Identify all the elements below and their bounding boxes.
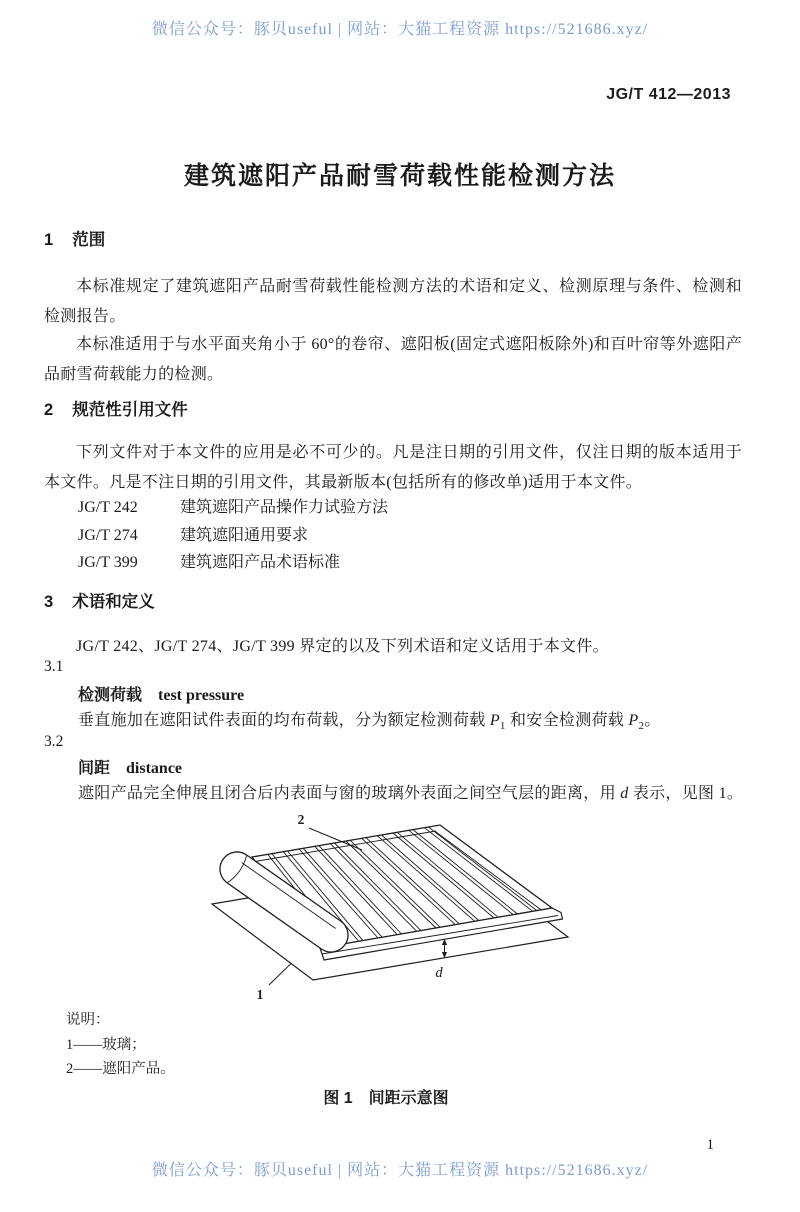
term-cn: 间距 bbox=[78, 760, 111, 777]
figure-label-2: 2 bbox=[297, 812, 305, 827]
dimension-d bbox=[435, 939, 447, 981]
definition-text: 和安全检测荷载 bbox=[505, 712, 629, 729]
page-number: 1 bbox=[706, 1137, 714, 1153]
definition-text: 遮阳产品完全伸展且闭合后内表面与窗的玻璃外表面之间空气层的距离，用 bbox=[78, 785, 621, 802]
shading-product bbox=[220, 825, 563, 960]
section-2-number: 2 bbox=[44, 401, 54, 419]
watermark-bottom: 微信公众号：豚贝useful | 网站：大猫工程资源 https://521686.xyz/ bbox=[151, 1162, 649, 1179]
reference-title: 建筑遮阳通用要求 bbox=[180, 526, 309, 544]
symbol-p1: P bbox=[489, 712, 500, 729]
symbol-d: d bbox=[620, 785, 629, 802]
definition-test-pressure bbox=[78, 707, 746, 732]
section-3-paragraph-1: JG/T 242、JG/T 274、JG/T 399 界定的以及下列术语和定义话用于本文件。 bbox=[76, 638, 609, 655]
figure-1-diagram bbox=[185, 798, 655, 1010]
figure-caption bbox=[0, 1085, 772, 1108]
legend-item-product: 2——遮阳产品。 bbox=[66, 1061, 175, 1077]
page-title: 建筑遮阳产品耐雪荷载性能检测方法 bbox=[183, 162, 616, 190]
figure-legend bbox=[66, 1008, 175, 1082]
normative-references-list bbox=[78, 494, 388, 577]
figure-caption-text: 间距示意图 bbox=[368, 1090, 449, 1107]
section-3-number: 3 bbox=[44, 593, 54, 611]
clause-3-2-number: 3.2 bbox=[44, 733, 64, 750]
section-1-title: 范围 bbox=[72, 231, 106, 249]
reference-title: 建筑遮阳产品术语标准 bbox=[180, 554, 341, 571]
dim-label-d: d bbox=[435, 965, 443, 981]
definition-text: 垂直施加在遮阳试件表面的均布荷载，分为额定检测荷载 bbox=[78, 712, 490, 729]
section-2-paragraph-1: 下列文件对于本文件的应用是必不可少的。凡是注日期的引用文件，仅注日期的版本适用于本文件。凡是不注日期的引用文件，其最新版本(包括所有的修改单)适用于本文件。 bbox=[44, 444, 742, 491]
legend-item-glass: 1——玻璃； bbox=[66, 1036, 146, 1053]
standard-code: JG/T 412—2013 bbox=[606, 86, 731, 103]
term-cn: 检测荷载 bbox=[78, 687, 143, 704]
reference-item bbox=[78, 549, 388, 577]
section-1-paragraph-2: 本标准适用于与水平面夹角小于 60°的卷帘、遮阳板(固定式遮阳板除外)和百叶帘等外遮阳产品耐雪荷载能力的检测。 bbox=[44, 336, 742, 383]
clause-3-1-number: 3.1 bbox=[44, 658, 64, 675]
section-1-paragraph-1: 本标准规定了建筑遮阳产品耐雪荷载性能检测方法的术语和定义、检测原理与条件、检测和检测报告。 bbox=[44, 278, 742, 325]
leader-line-1 bbox=[269, 964, 291, 986]
term-en: test pressure bbox=[158, 687, 245, 704]
reference-item bbox=[78, 522, 388, 550]
section-3-title: 术语和定义 bbox=[72, 593, 155, 611]
term-distance bbox=[78, 755, 182, 778]
section-2-title: 规范性引用文件 bbox=[72, 401, 188, 419]
reference-item bbox=[78, 494, 388, 522]
reference-code: JG/T 274 bbox=[78, 526, 138, 544]
symbol-p2-sub: 2 bbox=[638, 720, 645, 733]
section-3-heading bbox=[44, 588, 155, 612]
section-1-heading bbox=[44, 226, 105, 250]
figure-label-1: 1 bbox=[256, 987, 264, 1002]
watermark-top: 微信公众号：豚贝useful | 网站：大猫工程资源 https://521686.xyz/ bbox=[151, 21, 649, 38]
term-test-pressure bbox=[78, 682, 244, 705]
symbol-p2: P bbox=[628, 712, 639, 729]
legend-title: 说明： bbox=[66, 1012, 110, 1028]
definition-text: 。 bbox=[644, 712, 661, 729]
section-1-number: 1 bbox=[44, 231, 54, 249]
reference-code: JG/T 399 bbox=[78, 554, 138, 571]
reference-title: 建筑遮阳产品操作力试验方法 bbox=[180, 499, 389, 516]
figure-caption-number: 图 1 bbox=[323, 1090, 353, 1107]
reference-code: JG/T 242 bbox=[78, 499, 138, 516]
symbol-p1-sub: 1 bbox=[499, 720, 506, 733]
definition-text: 表示，见图 1。 bbox=[628, 785, 744, 802]
term-en: distance bbox=[126, 760, 183, 777]
section-2-heading bbox=[44, 396, 188, 420]
